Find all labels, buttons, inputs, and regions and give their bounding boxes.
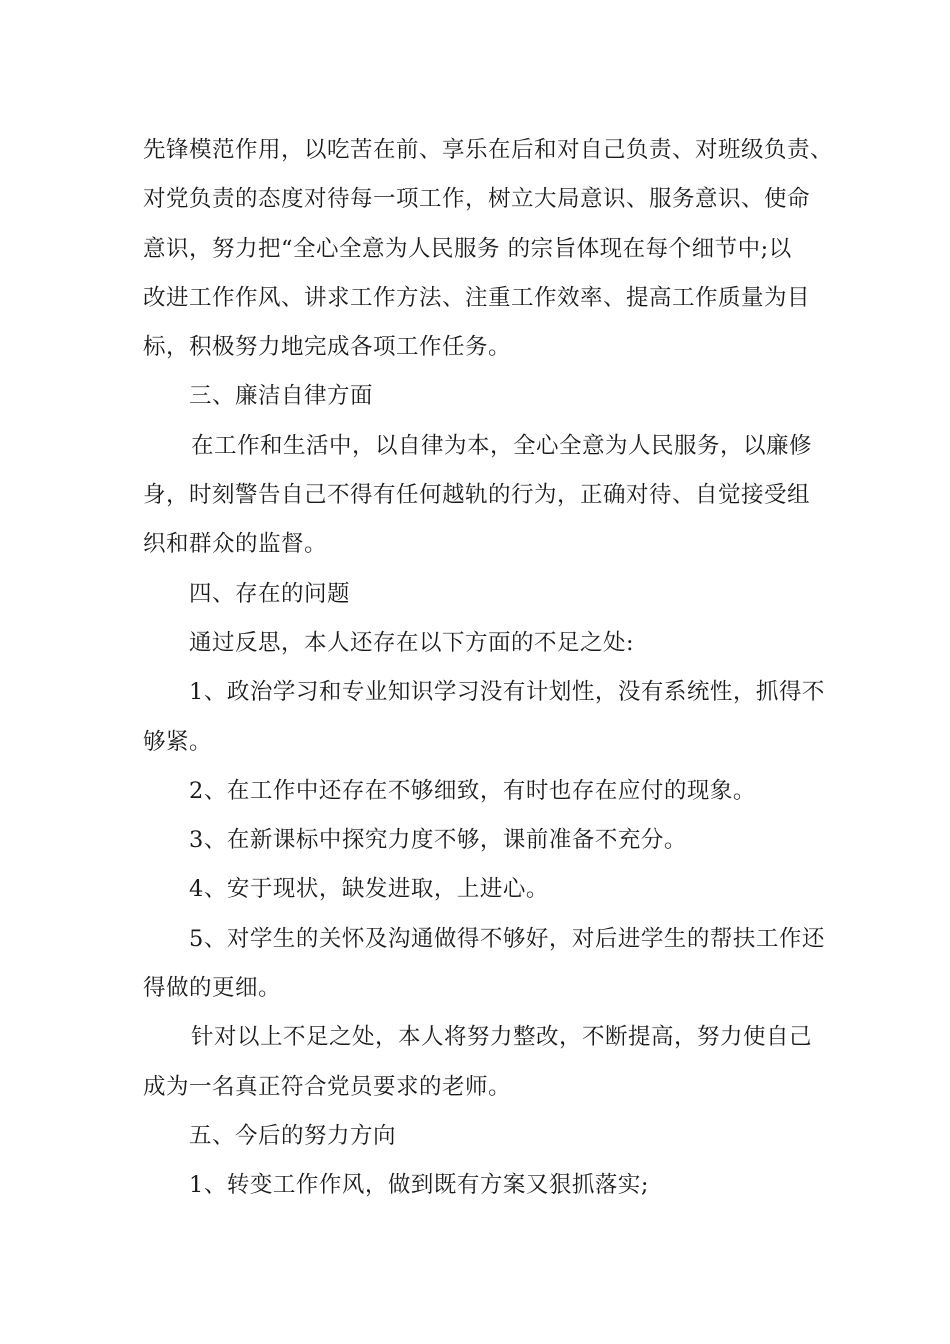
heading-integrity bbox=[143, 372, 833, 421]
text-line: 在工作和生活中，以自律为本，全心全意为人民服务，以廉修 bbox=[191, 432, 813, 459]
section-heading: 四、存在的问题 bbox=[189, 580, 351, 607]
paragraph-integrity bbox=[143, 422, 833, 570]
text-line: 5、对学生的关怀及沟通做得不够好，对后进学生的帮扶工作还 bbox=[189, 925, 825, 952]
paragraph-intro bbox=[143, 619, 833, 668]
section-heading: 五、今后的努力方向 bbox=[189, 1122, 397, 1149]
list-item-3 bbox=[143, 816, 833, 865]
heading-problems bbox=[143, 570, 833, 619]
text-line: 先锋模范作用，以吃苦在前、享乐在后和对自己负责、对班级负责、 bbox=[143, 137, 834, 163]
text-line: 针对以上不足之处，本人将努力整改，不断提高，努力使自己 bbox=[191, 1024, 813, 1051]
list-item-2 bbox=[143, 767, 833, 816]
text-line: 2、在工作中还存在不够细致，有时也存在应付的现象。 bbox=[189, 777, 756, 804]
section-heading: 三、廉洁自律方面 bbox=[189, 383, 374, 410]
text-line: 身，时刻警告自己不得有任何越轨的行为，正确对待、自觉接受组 bbox=[143, 482, 811, 509]
list-item-4 bbox=[143, 865, 833, 914]
paragraph-vanguard bbox=[143, 126, 833, 372]
text-line: 对党负责的态度对待每一项工作，树立大局意识、服务意识、使命 bbox=[143, 186, 811, 213]
heading-future bbox=[143, 1112, 833, 1161]
text-line: 1、政治学习和专业知识学习没有计划性，没有系统性，抓得不 bbox=[189, 679, 825, 706]
text-line: 改进工作作风、讲求工作方法、注重工作效率、提高工作质量为目 bbox=[143, 284, 811, 311]
text-line: 标，积极努力地完成各项工作任务。 bbox=[143, 334, 512, 361]
future-item-1 bbox=[143, 1161, 833, 1210]
text-line: 通过反思，本人还存在以下方面的不足之处: bbox=[189, 629, 635, 656]
paragraph-improvement bbox=[143, 1013, 833, 1112]
text-line: 织和群众的监督。 bbox=[143, 531, 328, 558]
text-line: 4、安于现状，缺发进取，上进心。 bbox=[189, 876, 549, 903]
text-line: 得做的更细。 bbox=[143, 975, 282, 1002]
text-line: 意识，努力把“全心全意为人民服务 的宗旨体现在每个细节中;以 bbox=[143, 235, 792, 262]
document-body bbox=[143, 126, 833, 1211]
text-line: 1、转变工作作风，做到既有方案又狠抓落实; bbox=[189, 1172, 649, 1199]
text-line: 成为一名真正符合党员要求的老师。 bbox=[143, 1073, 512, 1100]
list-item-1 bbox=[143, 668, 833, 767]
text-line: 3、在新课标中探究力度不够，课前准备不充分。 bbox=[189, 827, 687, 854]
list-item-5 bbox=[143, 915, 833, 1014]
text-line: 够紧。 bbox=[143, 728, 213, 755]
